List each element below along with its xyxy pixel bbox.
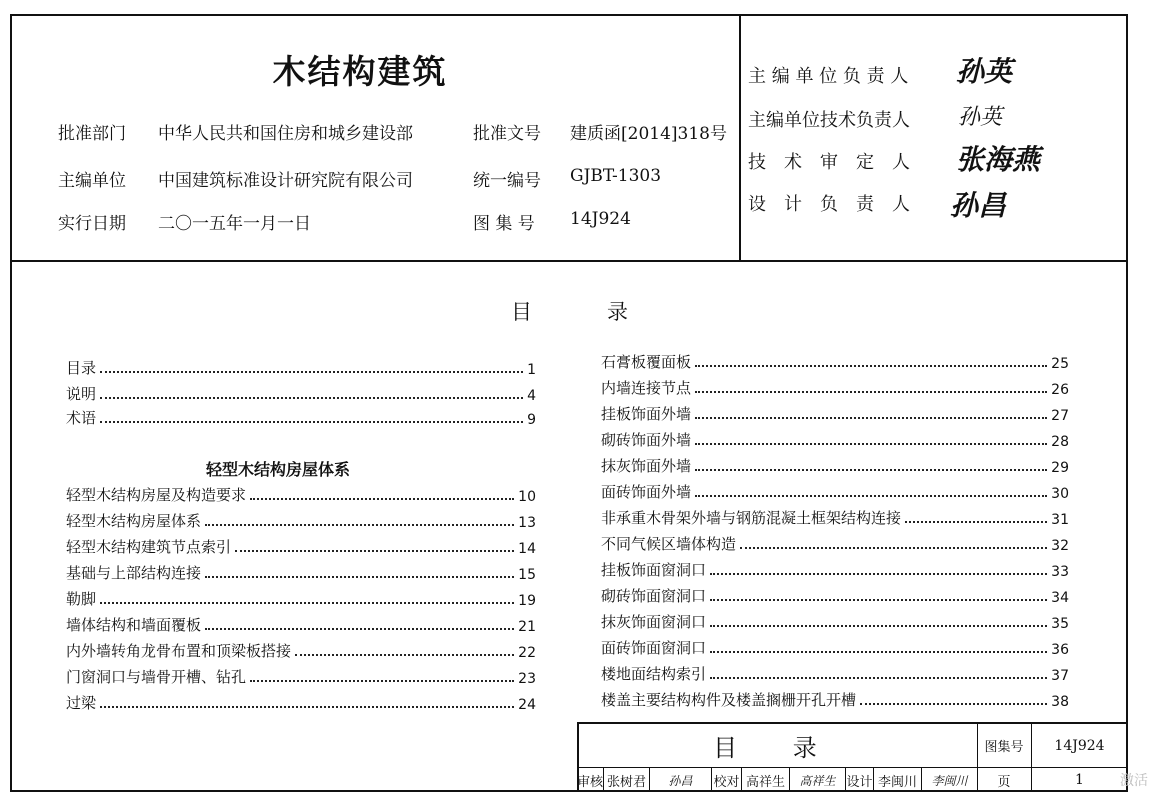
toc-item[interactable]: [601, 376, 1069, 398]
check-name: 高祥生: [741, 768, 789, 792]
toc-item-title: 面砖饰面窗洞口: [601, 639, 707, 657]
toc-item-title: 面砖饰面外墙: [601, 483, 692, 501]
toc-item-title: 内外墙转角龙骨布置和顶梁板搭接: [66, 642, 292, 660]
review-name: 张树君: [603, 768, 649, 792]
toc-item-title: 过梁: [66, 694, 97, 712]
toc-item[interactable]: [601, 636, 1069, 658]
unified-no-value: GJBT-1303: [570, 166, 662, 186]
toc-item[interactable]: [601, 506, 1069, 528]
leader-dots: [710, 625, 1047, 627]
toc-item-title: 砌砖饰面外墙: [601, 431, 692, 449]
toc-item[interactable]: [66, 665, 536, 687]
toc-item-page: 31: [1051, 512, 1069, 528]
toc-item[interactable]: [66, 639, 536, 661]
toc-item[interactable]: [66, 535, 536, 557]
leader-dots: [695, 495, 1047, 497]
toc-item[interactable]: [601, 558, 1069, 580]
toc-item-page: 22: [518, 645, 536, 661]
leader-dots: [905, 521, 1047, 523]
review-label: 审核: [577, 774, 604, 790]
toc-item[interactable]: [601, 688, 1069, 710]
leader-dots: [695, 365, 1047, 367]
toc-item[interactable]: [601, 532, 1069, 554]
toc-item[interactable]: [601, 402, 1069, 424]
toc-heading-left: 目: [511, 300, 532, 324]
editor-unit-value: 中国建筑标准设计研究院有限公司: [158, 171, 413, 191]
toc-item-title: 楼地面结构索引: [601, 665, 707, 683]
toc-item-page: 29: [1051, 460, 1069, 476]
toc-item-page: 1: [527, 362, 536, 378]
toc-item-page: 13: [518, 515, 536, 531]
toc-item-title: 砌砖饰面窗洞口: [601, 587, 707, 605]
toc-item-title: 说明: [66, 385, 97, 403]
leader-dots: [250, 680, 514, 682]
toc-item-title: 楼盖主要结构构件及楼盖搁栅开孔开槽: [601, 691, 857, 709]
header-divider: [10, 260, 1128, 262]
toc-item[interactable]: [66, 382, 536, 404]
toc-item[interactable]: [66, 613, 536, 635]
section-title: 轻型木结构房屋体系: [206, 460, 351, 479]
toc-item-page: 14: [518, 541, 536, 557]
leader-dots: [695, 469, 1047, 471]
unified-no-label: 统一编号: [473, 171, 541, 191]
toc-item[interactable]: [66, 587, 536, 609]
toc-item-title: 非承重木骨架外墙与钢筋混凝土框架结构连接: [601, 509, 902, 527]
toc-item-page: 4: [527, 388, 536, 404]
toc-item[interactable]: [601, 350, 1069, 372]
atlas-no-label: 图 集 号: [473, 214, 535, 234]
leader-dots: [710, 573, 1047, 575]
toc-item-title: 轻型木结构房屋体系: [66, 512, 202, 530]
design-label: 设计: [845, 768, 873, 792]
page-label: 页: [997, 774, 1011, 790]
approval-doc-label: 批准文号: [473, 124, 541, 144]
toc-item-title: 内墙连接节点: [601, 379, 692, 397]
toc-item-page: 15: [518, 567, 536, 583]
approval-doc-value: 建质函[2014]318号: [570, 124, 727, 144]
toc-item-page: 37: [1051, 668, 1069, 684]
toc-item-page: 24: [518, 697, 536, 713]
toc-item-title: 挂板饰面窗洞口: [601, 561, 707, 579]
signature-2: 孙英: [958, 105, 1003, 130]
toc-item-title: 墙体结构和墙面覆板: [66, 616, 202, 634]
header-vertical-divider: [739, 14, 741, 261]
responsible-label-3: 技 术 审 定 人: [748, 152, 910, 173]
leader-dots: [740, 547, 1047, 549]
toc-item-title: 勒脚: [66, 590, 97, 608]
toc-item-title: 轻型木结构房屋及构造要求: [66, 486, 247, 504]
signature-3: 张海燕: [956, 143, 1041, 176]
toc-item[interactable]: [66, 509, 536, 531]
leader-dots: [695, 391, 1047, 393]
toc-item-page: 19: [518, 593, 536, 609]
leader-dots: [710, 599, 1047, 601]
signature-1: 孙英: [956, 55, 1013, 88]
leader-dots: [710, 651, 1047, 653]
toc-item[interactable]: [601, 454, 1069, 476]
toc-item-page: 27: [1051, 408, 1069, 424]
toc-item-page: 33: [1051, 564, 1069, 580]
toc-item[interactable]: [66, 561, 536, 583]
design-name: 李闽川: [873, 768, 921, 792]
toc-item-page: 26: [1051, 382, 1069, 398]
leader-dots: [295, 654, 514, 656]
leader-dots: [860, 703, 1047, 705]
leader-dots: [205, 524, 514, 526]
title-block: [577, 722, 1128, 792]
leader-dots: [695, 443, 1047, 445]
approval-dept-label: 批准部门: [58, 124, 126, 144]
toc-item-page: 23: [518, 671, 536, 687]
review-signature: 孙昌: [649, 768, 711, 792]
toc-item-title: 石膏板覆面板: [601, 353, 692, 371]
leader-dots: [100, 397, 523, 399]
toc-item-title: 抹灰饰面外墙: [601, 457, 692, 475]
editor-unit-label: 主编单位: [58, 171, 126, 191]
effective-date-value: 二〇一五年一月一日: [158, 214, 311, 234]
toc-item[interactable]: [601, 584, 1069, 606]
leader-dots: [100, 421, 523, 423]
toc-item-page: 28: [1051, 434, 1069, 450]
approval-dept-value: 中华人民共和国住房和城乡建设部: [158, 124, 413, 144]
toc-item[interactable]: [601, 480, 1069, 502]
activation-watermark: 激活: [1120, 773, 1148, 789]
signature-4: 孙昌: [950, 189, 1007, 222]
toc-item-title: 门窗洞口与墙骨开槽、钻孔: [66, 668, 247, 686]
responsible-label-4: 设 计 负 责 人: [748, 194, 910, 215]
toc-item[interactable]: [66, 356, 536, 378]
toc-item-title: 基础与上部结构连接: [66, 564, 202, 582]
leader-dots: [100, 706, 514, 708]
toc-item-page: 30: [1051, 486, 1069, 502]
leader-dots: [250, 498, 514, 500]
toc-item-title: 抹灰饰面窗洞口: [601, 613, 707, 631]
leader-dots: [100, 371, 523, 373]
toc-item-page: 10: [518, 489, 536, 505]
title-block-title: 目 录: [713, 734, 841, 762]
leader-dots: [100, 602, 514, 604]
toc-item-page: 25: [1051, 356, 1069, 372]
atlas-label: 图集号: [984, 740, 1024, 755]
toc-item-page: 9: [527, 412, 536, 428]
toc-item-page: 35: [1051, 616, 1069, 632]
leader-dots: [695, 417, 1047, 419]
toc-heading-right: 录: [607, 300, 628, 324]
toc-item[interactable]: [601, 662, 1069, 684]
check-signature: 高祥生: [789, 768, 845, 792]
atlas-value: 14J924: [1054, 737, 1105, 754]
responsible-label-2: 主编单位技术负责人: [748, 110, 910, 131]
toc-item[interactable]: [601, 428, 1069, 450]
leader-dots: [205, 576, 514, 578]
leader-dots: [205, 628, 514, 630]
toc-item-title: 不同气候区墙体构造: [601, 535, 737, 553]
toc-item-title: 目录: [66, 359, 97, 377]
toc-item[interactable]: [66, 406, 536, 428]
toc-item-title: 挂板饰面外墙: [601, 405, 692, 423]
atlas-no-value: 14J924: [570, 209, 631, 229]
toc-item-page: 21: [518, 619, 536, 635]
toc-item-page: 34: [1051, 590, 1069, 606]
page-value: 1: [1075, 772, 1084, 788]
toc-item[interactable]: [66, 483, 536, 505]
check-label: 校对: [711, 768, 741, 792]
effective-date-label: 实行日期: [58, 214, 126, 234]
book-title: 木结构建筑: [272, 52, 448, 91]
toc-item-page: 32: [1051, 538, 1069, 554]
toc-item-page: 38: [1051, 694, 1069, 710]
toc-item[interactable]: [601, 610, 1069, 632]
toc-item[interactable]: [66, 691, 536, 713]
toc-item-title: 轻型木结构建筑节点索引: [66, 538, 232, 556]
leader-dots: [710, 677, 1047, 679]
toc-item-page: 36: [1051, 642, 1069, 658]
leader-dots: [235, 550, 514, 552]
responsible-label-1: 主 编 单 位 负 责 人: [748, 66, 909, 87]
toc-item-title: 术语: [66, 409, 97, 427]
design-signature: 李闽川: [921, 768, 977, 792]
